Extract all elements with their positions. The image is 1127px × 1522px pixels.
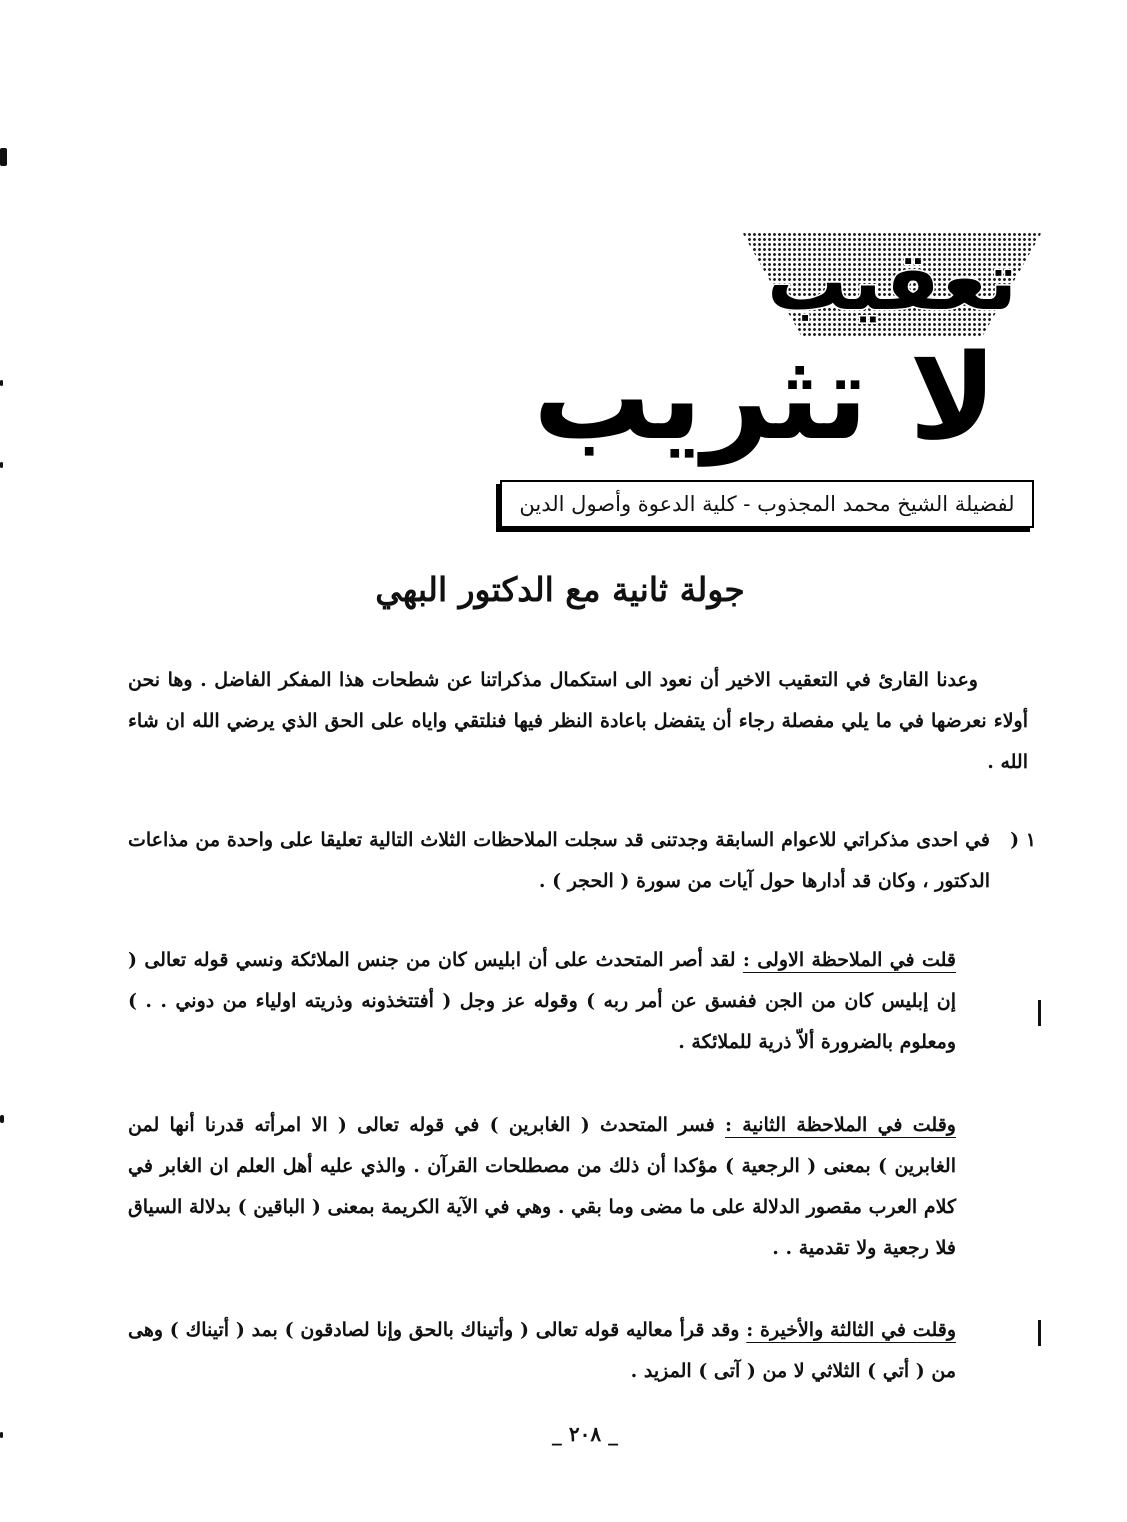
note-paragraph-3: [128, 1310, 956, 1392]
intro-paragraph: وعدنا القارئ في التعقيب الاخير أن نعود الى استكمال مذكراتنا عن شطحات هذا المفكر الفاضل . وها نحن أولاء نعرضها في ما يلي مفصلة رجاء أن يتفضل باعادة النظر فيها فنلتقي واياه على الحق الذي يرضي الله ان شاء الله .: [128, 669, 1028, 773]
note-text-1: لقد أصر المتحدث على أن ابليس كان من جنس الملائكة ونسي قوله تعالى ( إن إبليس كان من الجن ففسق عن أمر ربه ) وقوله عز وجل ( أفتتخذونه وذريته اولياء من دوني . . ) ومعلوم بالضرورة ألاّ ذرية للملائكة .: [128, 949, 956, 1053]
note-label-1: قلت في الملاحظة الاولى :: [742, 949, 957, 971]
note-paragraph-1: [128, 940, 956, 1063]
note-text-2: فسر المتحدث ( الغابرين ) في قوله تعالى ( الا امرأته قدرنا أنها لمن الغابرين ) بمعنى ( الرجعية ) مؤكدا أن ذلك من مصطلحات القرآن . والذي عليه أهل العلم ان الغابر في كلام العرب مقصور الدلالة على ما مضى وما بقي . وهي في الآية الكريمة بمعنى ( الباقين ) بدلالة السياق فلا رجعية ولا تقدمية . .: [128, 1114, 956, 1259]
scan-speck: [0, 1432, 3, 1438]
page-number: _ ٢٠٨ _: [551, 1422, 619, 1446]
author-byline: لفضيلة الشيخ محمد المجذوب - كلية الدعوة وأصول الدين: [500, 480, 1034, 528]
column-title-main: لا تثريب: [532, 328, 998, 466]
note-text-3: وقد قرأ معاليه قوله تعالى ( وأتيناك بالحق وإنا لصادقون ) بمد ( أتيناك ) وهى من ( أتي ) الثلاثي لا من ( آتى ) المزيد .: [128, 1319, 956, 1382]
note-label-3: وقلت في الثالثة والأخيرة :: [746, 1319, 956, 1341]
scan-speck: [0, 148, 7, 166]
article-subtitle: جولة ثانية مع الدكتور البهي: [375, 570, 745, 609]
item-number: ١ (: [1010, 829, 1036, 851]
column-title-top: تعقيب: [766, 235, 1018, 328]
scan-speck: [0, 1115, 4, 1123]
note-label-2: وقلت في الملاحظة الثانية :: [725, 1114, 956, 1136]
column-masthead: [480, 232, 1050, 532]
scan-speck: [0, 380, 3, 386]
margin-mark: [1038, 1320, 1041, 1346]
item-paragraph: في احدى مذكراتي للاعوام السابقة وجدتنى قد سجلت الملاحظات الثلاث التالية تعليقا على واحدة من مذاعات الدكتور ، وكان قد أدارها حول آيات من سورة ( الحجر ) .: [128, 829, 990, 892]
scan-speck: [0, 462, 3, 468]
note-paragraph-2: [128, 1105, 956, 1269]
margin-mark: [1038, 1000, 1041, 1026]
